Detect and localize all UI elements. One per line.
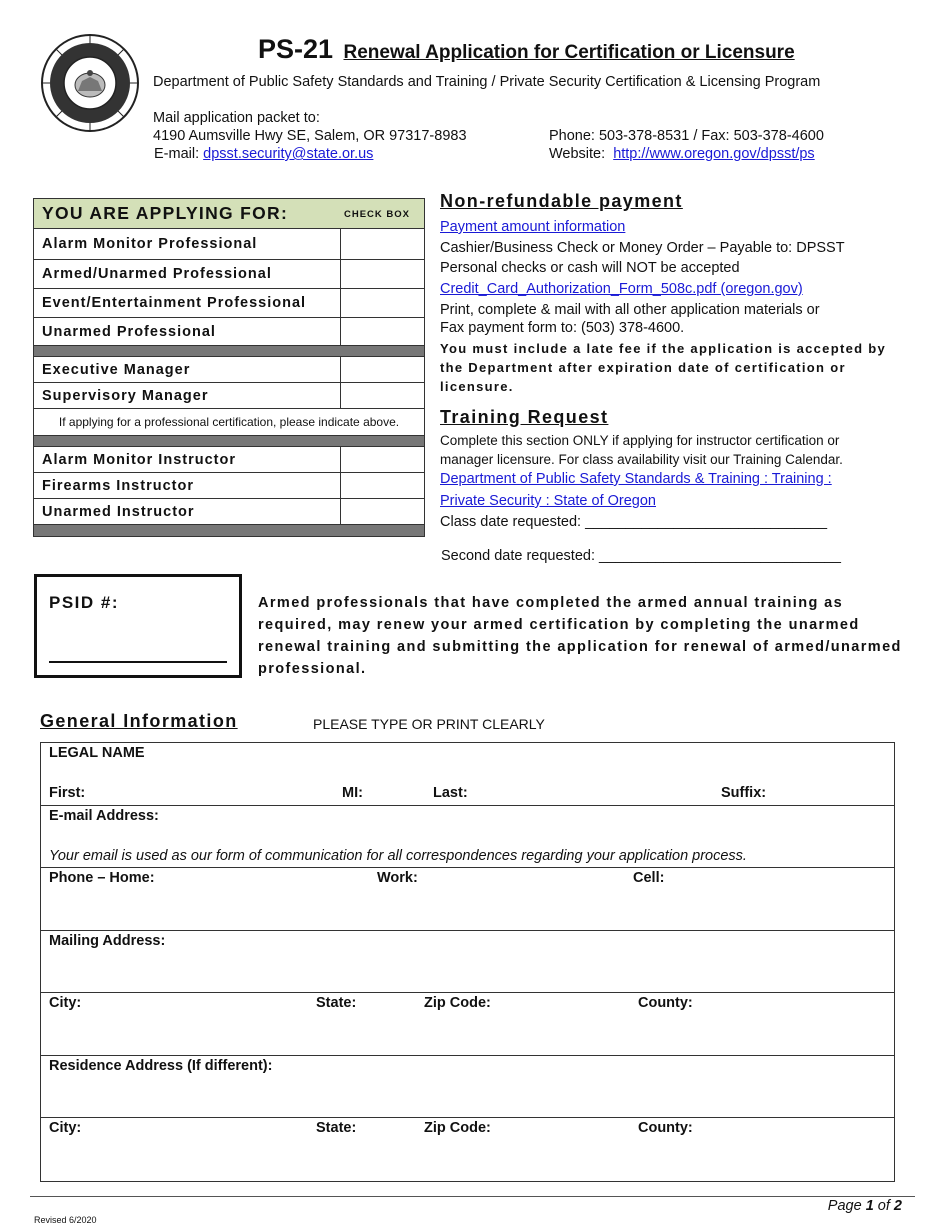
- apply-label: Supervisory Manager: [34, 383, 341, 408]
- apply-row-executive-manager: [34, 357, 424, 383]
- revised-date: Revised 6/2020: [34, 1215, 97, 1225]
- mailing-zip-field[interactable]: Zip Code:: [424, 995, 491, 1011]
- psid-box: [34, 574, 242, 678]
- legal-name-row: [41, 743, 894, 806]
- print-clearly-note: PLEASE TYPE OR PRINT CLEARLY: [313, 716, 545, 732]
- suffix-field[interactable]: Suffix:: [721, 785, 767, 801]
- apply-label: Event/Entertainment Professional: [34, 289, 341, 317]
- event-entertainment-professional-checkbox[interactable]: [341, 289, 424, 317]
- apply-row-event-entertainment-professional: [34, 289, 424, 318]
- alarm-monitor-professional-checkbox[interactable]: [341, 229, 424, 259]
- email-label: E-mail:: [154, 146, 200, 162]
- residence-zip-field[interactable]: Zip Code:: [424, 1120, 491, 1136]
- apply-note: If applying for a professional certification, please indicate above.: [34, 409, 424, 436]
- payment-line-1: Cashier/Business Check or Money Order – Payable to: DPSST: [440, 240, 845, 256]
- apply-label: Firearms Instructor: [34, 473, 341, 498]
- email-line: [154, 146, 373, 162]
- payment-amount-link[interactable]: Payment amount information: [440, 219, 626, 235]
- apply-label: Unarmed Instructor: [34, 499, 341, 524]
- alarm-monitor-instructor-checkbox[interactable]: [341, 447, 424, 472]
- form-number: PS-21: [258, 34, 334, 64]
- applying-for-table: [33, 198, 425, 537]
- mail-address: 4190 Aumsville Hwy SE, Salem, OR 97317-8983: [153, 128, 467, 144]
- email-usage-note: Your email is used as our form of communication for all correspondences regarding your application process.: [49, 847, 747, 864]
- mailing-county-field[interactable]: County:: [638, 995, 693, 1011]
- section-divider: [34, 436, 424, 447]
- website-line: [549, 146, 815, 162]
- mailing-address-field[interactable]: Mailing Address:: [49, 932, 166, 949]
- psid-label: PSID #:: [49, 593, 120, 612]
- applying-for-header: [34, 199, 424, 229]
- payment-heading: Non-refundable payment: [440, 191, 683, 211]
- payment-line-4: Fax payment form to: (503) 378-4600.: [440, 320, 685, 336]
- armed-renewal-notice: Armed professionals that have completed the armed annual training as required, may renew your armed certification by completing the unarmed renewal training and submitting the application for renewal of armed/unarmed professional.: [258, 595, 902, 677]
- apply-row-unarmed-professional: [34, 318, 424, 346]
- class-date-field[interactable]: Class date requested: ______________________________: [440, 514, 828, 530]
- apply-row-alarm-monitor-instructor: [34, 447, 424, 473]
- mail-label: Mail application packet to:: [153, 110, 320, 126]
- apply-row-armed-unarmed-professional: [34, 260, 424, 289]
- mailing-city-field[interactable]: City:: [49, 995, 82, 1011]
- email-link[interactable]: dpsst.security@state.or.us: [203, 146, 374, 162]
- page-total: 2: [893, 1198, 902, 1214]
- page-current: 1: [865, 1198, 874, 1214]
- section-divider: [34, 346, 424, 357]
- training-heading: Training Request: [440, 407, 609, 427]
- mi-field[interactable]: MI:: [342, 785, 363, 801]
- website-label: Website:: [549, 146, 606, 162]
- residence-city-field[interactable]: City:: [49, 1120, 82, 1136]
- form-title: [258, 34, 795, 65]
- first-name-field[interactable]: First:: [49, 785, 86, 801]
- phone-home-field[interactable]: Phone – Home:: [49, 870, 155, 886]
- residence-address-field[interactable]: Residence Address (If different):: [49, 1057, 273, 1074]
- psid-input[interactable]: [49, 661, 227, 663]
- armed-unarmed-professional-checkbox[interactable]: [341, 260, 424, 288]
- training-calendar-link[interactable]: Department of Public Safety Standards & Training : Training :: [440, 471, 832, 487]
- supervisory-manager-checkbox[interactable]: [341, 383, 424, 408]
- phone-row: [41, 868, 894, 931]
- unarmed-instructor-checkbox[interactable]: [341, 499, 424, 524]
- apply-label: Armed/Unarmed Professional: [34, 260, 341, 288]
- firearms-instructor-checkbox[interactable]: [341, 473, 424, 498]
- general-info-heading: General Information: [40, 711, 238, 731]
- phone-cell-field[interactable]: Cell:: [633, 870, 665, 886]
- page-of: of: [873, 1198, 894, 1214]
- legal-name-label: LEGAL NAME: [49, 745, 145, 761]
- footer-divider: [30, 1196, 915, 1197]
- last-name-field[interactable]: Last:: [433, 785, 468, 801]
- apply-row-firearms-instructor: [34, 473, 424, 499]
- training-line-1: Complete this section ONLY if applying for instructor certification or: [440, 433, 840, 448]
- apply-row-unarmed-instructor: [34, 499, 424, 525]
- payment-line-2: Personal checks or cash will NOT be accepted: [440, 260, 740, 276]
- mailing-city-row: [41, 993, 894, 1056]
- page-prefix: Page: [827, 1198, 866, 1214]
- residence-state-field[interactable]: State:: [316, 1120, 357, 1136]
- email-address-field[interactable]: E-mail Address:: [49, 807, 159, 824]
- apply-label: Alarm Monitor Instructor: [34, 447, 341, 472]
- executive-manager-checkbox[interactable]: [341, 357, 424, 382]
- phone-work-field[interactable]: Work:: [377, 870, 418, 886]
- section-divider: [34, 525, 424, 536]
- residence-address-row: [41, 1056, 894, 1119]
- mailing-address-row: [41, 931, 894, 994]
- apply-row-supervisory-manager: [34, 383, 424, 409]
- unarmed-professional-checkbox[interactable]: [341, 318, 424, 345]
- payment-line-3: Print, complete & mail with all other application materials or: [440, 302, 820, 318]
- second-date-field[interactable]: Second date requested: ______________________________: [441, 548, 841, 564]
- apply-label: Unarmed Professional: [34, 318, 341, 345]
- apply-label: Executive Manager: [34, 357, 341, 382]
- email-row: [41, 806, 894, 869]
- phone-fax: Phone: 503-378-8531 / Fax: 503-378-4600: [549, 128, 824, 144]
- page-number: [828, 1198, 902, 1214]
- check-box-label: CHECK BOX: [343, 209, 410, 220]
- residence-county-field[interactable]: County:: [638, 1120, 693, 1136]
- apply-row-alarm-monitor-professional: [34, 229, 424, 260]
- applying-for-title: YOU ARE APPLYING FOR:: [42, 203, 289, 223]
- website-link[interactable]: http://www.oregon.gov/dpsst/ps: [613, 146, 815, 162]
- late-fee-notice: You must include a late fee if the application is accepted by the Department after expiration date of certification or licensure.: [440, 341, 887, 394]
- apply-label: Alarm Monitor Professional: [34, 229, 341, 259]
- training-line-2: manager licensure. For class availability visit our Training Calendar.: [440, 452, 843, 467]
- oregon-dpsst-seal-icon: [40, 33, 140, 133]
- training-calendar-link-2[interactable]: Private Security : State of Oregon: [440, 493, 656, 509]
- general-info-table: [40, 742, 895, 1182]
- residence-city-row: [41, 1118, 894, 1181]
- credit-card-form-link[interactable]: Credit_Card_Authorization_Form_508c.pdf (oregon.gov): [440, 281, 803, 297]
- mailing-state-field[interactable]: State:: [316, 995, 357, 1011]
- department-line: Department of Public Safety Standards and Training / Private Security Certification & Licensing Program: [153, 74, 821, 90]
- form-name: Renewal Application for Certification or Licensure: [343, 42, 795, 63]
